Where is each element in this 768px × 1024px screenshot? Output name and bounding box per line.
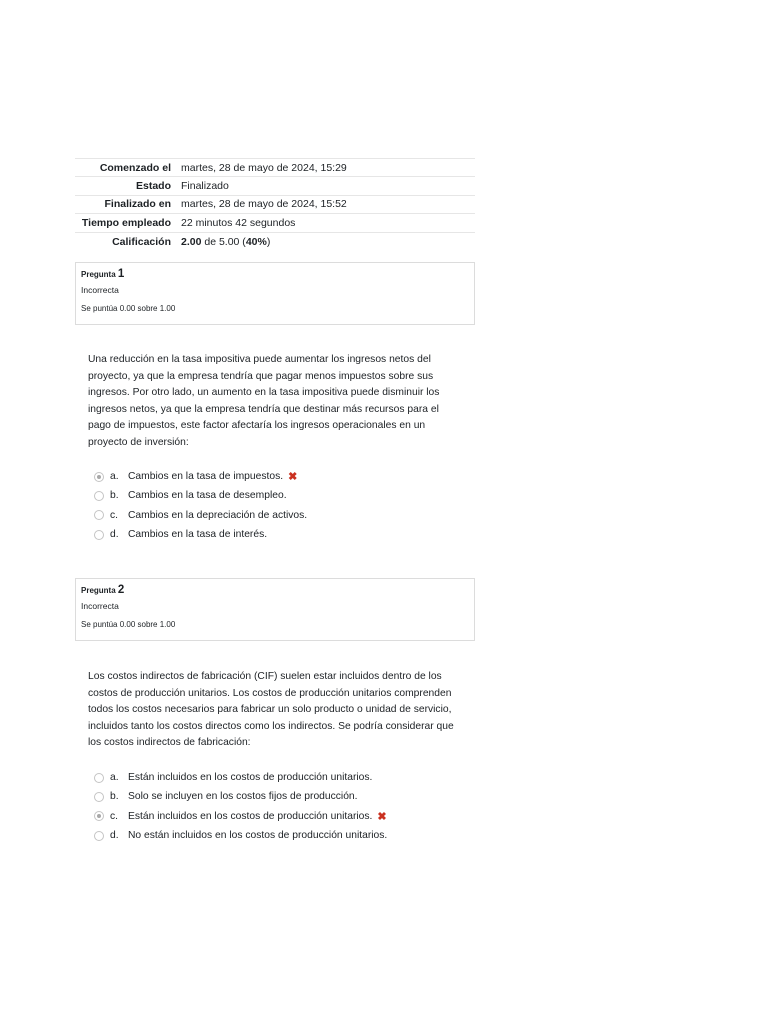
grade-out-of: de 5.00 (: [201, 235, 246, 248]
radio-selected-icon[interactable]: [94, 811, 104, 821]
question-number: Pregunta 2: [81, 584, 125, 596]
summary-value: Finalizado: [181, 180, 229, 193]
summary-row-state: [75, 177, 475, 195]
attempt-summary-table: [75, 158, 475, 250]
summary-row-finished: [75, 195, 475, 213]
summary-value: martes, 28 de mayo de 2024, 15:52: [181, 198, 347, 211]
incorrect-icon: ✖: [288, 471, 298, 484]
radio-icon[interactable]: [94, 491, 104, 501]
summary-value-grade: [177, 232, 475, 250]
answer-option-a[interactable]: a. Están incluidos en los costos de producción unitarios.: [94, 768, 474, 787]
summary-label: Finalizado en: [104, 198, 171, 211]
question-grade: Se puntúa 0.00 sobre 1.00: [81, 620, 176, 629]
radio-icon[interactable]: [94, 510, 104, 520]
summary-label: Tiempo empleado: [81, 216, 171, 229]
question-grade: Se puntúa 0.00 sobre 1.00: [81, 304, 176, 313]
answer-option-c[interactable]: c. Están incluidos en los costos de producción unitarios. ✖: [94, 807, 474, 826]
summary-label: Calificación: [112, 235, 171, 248]
grade-score: 2.00: [181, 235, 202, 248]
question-1-text: Una reducción en la tasa impositiva puede aumentar los ingresos netos del proyecto, ya que la empresa tendría que pagar menos impuestos sobre sus ingresos. Por otro lado, un aumento en la tasa impositiva puede disminuir los ingresos netos, ya que la empresa tendría que destinar más recursos para el pago de impuestos, este factor afectaría los ingresos operacionales en un proyecto de inversión:: [88, 354, 440, 448]
radio-icon[interactable]: [94, 792, 104, 802]
answer-option-c[interactable]: c. Cambios en la depreciación de activos.: [94, 506, 474, 525]
summary-value: martes, 28 de mayo de 2024, 15:29: [181, 161, 347, 174]
answer-option-d[interactable]: d. No están incluidos en los costos de producción unitarios.: [94, 826, 474, 845]
summary-label: Comenzado el: [99, 161, 171, 174]
question-2-answers: [94, 768, 474, 845]
question-1-answers: [94, 467, 474, 544]
radio-selected-icon[interactable]: [94, 472, 104, 482]
radio-icon[interactable]: [94, 773, 104, 783]
question-number: Pregunta 1: [81, 268, 125, 280]
incorrect-icon: ✖: [377, 810, 387, 823]
radio-icon[interactable]: [94, 530, 104, 540]
answer-option-d[interactable]: d. Cambios en la tasa de interés.: [94, 525, 474, 544]
grade-close: ): [266, 235, 271, 248]
answer-option-b[interactable]: b. Cambios en la tasa de desempleo.: [94, 486, 474, 505]
question-1-info: [75, 262, 475, 325]
answer-option-b[interactable]: b. Solo se incluyen en los costos fijos de producción.: [94, 787, 474, 806]
grade-percent: 40%: [245, 235, 267, 248]
question-state: Incorrecta: [81, 601, 119, 611]
question-2-text: Los costos indirectos de fabricación (CIF) suelen estar incluidos dentro de los costos de producción unitarios. Los costos de producción unitarios comprenden todos los costos necesarios para fabricar un solo producto o unidad de servicio, incluidos tanto los costos directos como los indirectos. Se podría considerar que los costos indirectos de fabricación:: [88, 671, 454, 749]
summary-row-time-taken: [75, 214, 475, 232]
question-state: Incorrecta: [81, 285, 119, 295]
question-2-info: [75, 578, 475, 641]
summary-row-grade: [75, 232, 475, 250]
summary-label: Estado: [135, 180, 171, 193]
radio-icon[interactable]: [94, 831, 104, 841]
answer-option-a[interactable]: a. Cambios en la tasa de impuestos. ✖: [94, 467, 474, 486]
summary-value: 22 minutos 42 segundos: [181, 216, 296, 229]
summary-row-started: [75, 159, 475, 177]
